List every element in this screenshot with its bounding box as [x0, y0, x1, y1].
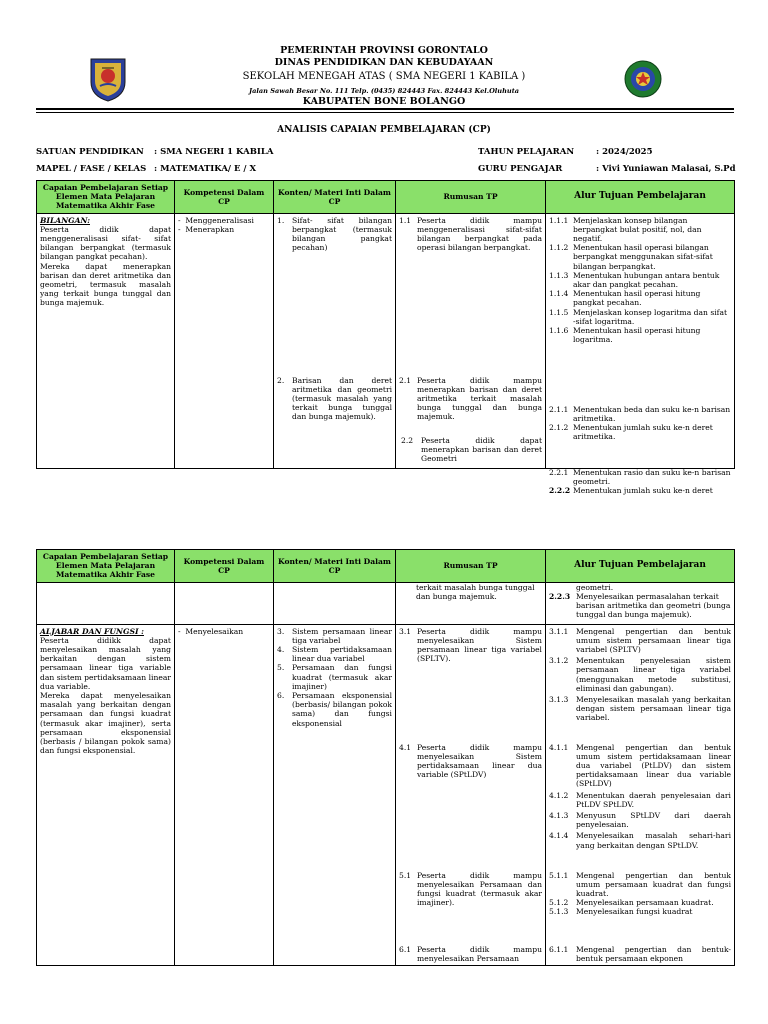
item-number: 1.1.2 — [549, 243, 569, 253]
item-text: Menentukan hasil operasi hitung pangkat pecahan. — [573, 289, 701, 308]
konten-cell — [274, 213, 396, 468]
item-text: Menyelesaikan masalah sehari-hari yang berkaitan dengan SPtLDV. — [576, 831, 731, 850]
cp-table-bilangan — [36, 180, 735, 496]
item-number: 6. — [277, 691, 285, 701]
header-school: SEKOLAH MENEGAH ATAS ( SMA NEGERI 1 KABILA ) — [242, 71, 526, 82]
item-number: 4. — [277, 645, 285, 655]
item-number: 3.1.1 — [549, 626, 569, 636]
kompetensi-cell — [175, 582, 274, 624]
item-text: Menentukan hasil operasi hitung logaritma. — [573, 326, 701, 345]
item-number: 2.1.1 — [549, 404, 569, 414]
item-number: 2. — [277, 375, 285, 385]
atp-group — [549, 405, 731, 442]
item-text: Persamaan eksponensial (berbasis/ bilangan pokok sama) dan fungsi eksponensial — [292, 691, 392, 728]
tahun-value: : 2024/2025 — [596, 147, 653, 157]
list-item — [549, 289, 731, 307]
item-number: 5.1.1 — [549, 870, 569, 880]
atp-group — [549, 743, 731, 850]
atp-cell — [546, 213, 735, 496]
list-item — [549, 656, 731, 693]
cp-paragraph: Peserta didik dapat menggeneralisasi sifat- sifat bilangan berpangkat (termasuk bilangan pangkat pecahan). — [40, 224, 171, 262]
list-item — [549, 831, 731, 849]
kompetensi-cell — [175, 624, 274, 965]
item-text: Menentukan daerah penyelesaian dari PtLDV SPtLDV. — [576, 790, 731, 809]
item-text: Mengenal pengertian dan bentuk umum sistem persamaan linear tiga variabel (SPLTV) — [576, 626, 731, 655]
list-item — [549, 592, 731, 620]
item-text: Menyusun SPtLDV dari daerah penyelesaian. — [576, 811, 731, 830]
list-item — [549, 811, 731, 829]
table-row — [37, 213, 735, 468]
atp-group — [549, 945, 731, 963]
item-text: Peserta didik mampu menyelesaikan Persamaan dan fungsi kuadrat (termasuk akar imajiner). — [417, 870, 542, 908]
item-number: 1.1.6 — [549, 326, 569, 336]
header-regency: KABUPATEN BONE BOLANGO — [302, 96, 466, 107]
list-item — [277, 627, 392, 645]
item-text: Menentukan penyelesaian sistem persamaan linear tiga variabel (menggunakan metode substitusi, eliminasi dan gabungan). — [576, 656, 731, 693]
item-number: 5. — [277, 663, 285, 673]
col-header-atp: Alur Tujuan Pembelajaran — [546, 550, 735, 583]
item-number: 5.1.3 — [549, 907, 569, 917]
item-text: Mengenal pengertian dan bentuk umum sistem pertidaksamaan linear dua variabel (PtLDV) dan sistem pertidaksamaan linear dua variable (SPtLDV) — [576, 742, 731, 789]
list-item — [549, 791, 731, 809]
col-header-cp: Capaian Pembelajaran Setiap Elemen Mata Pelajaran Matematika Akhir Fase — [37, 550, 175, 583]
list-item — [277, 376, 392, 422]
guru-value: : Vivi Yuniawan Malasai, S.Pd — [596, 164, 736, 174]
atp-cell — [546, 624, 735, 965]
item-number: 6.1 — [399, 944, 412, 954]
item-text: Peserta didik mampu menyelesaikan Persamaan — [417, 944, 542, 963]
item-text: Peserta didik mampu menyelesaikan Sistem persamaan linear tiga variabel (SPLTV). — [417, 626, 542, 664]
item-text: Menyelesaikan persamaan kuadrat. — [576, 898, 714, 908]
table-row — [37, 582, 735, 624]
list-item: - Menggeneralisasi — [178, 215, 254, 225]
list-item — [549, 271, 731, 289]
item-text: Barisan dan deret aritmetika dan geometri (termasuk masalah yang terkait bunga tunggal dan bunga majemuk). — [292, 375, 392, 422]
item-number: 1.1.5 — [549, 307, 569, 317]
item-number: 4.1 — [399, 742, 412, 752]
item-text: Menentukan jumlah suku ke-n deret aritmetika. — [573, 423, 713, 442]
header-department: DINAS PENDIDIKAN DAN KEBUDAYAAN — [274, 57, 494, 68]
item-text: Sifat- sifat bilangan berpangkat (termasuk bilangan pangkat pecahan) — [292, 215, 392, 253]
item-text: Peserta didik mampu menerapkan barisan dan deret aritmetika terkait masalah bunga tunggal dan bunga majemuk. — [417, 375, 542, 422]
tp-cell — [396, 624, 546, 965]
atp-group — [549, 627, 731, 723]
item-number: 4.1.4 — [549, 831, 569, 841]
list-item — [549, 898, 731, 907]
tp-cell — [396, 213, 546, 468]
item-text: Menentukan jumlah suku ke-n deret — [573, 486, 713, 496]
header-government: PEMERINTAH PROVINSI GORONTALO — [280, 45, 488, 56]
item-number: 4.1.3 — [549, 811, 569, 821]
cp-paragraph: Mereka dapat menerapkan barisan dan deret aritmetika dan geometri, termasuk masalah yang terkait bunga tunggal dan bunga majemuk. — [40, 261, 171, 308]
item-text: Menyelesaikan fungsi kuadrat — [576, 907, 693, 917]
cp-table-aljabar — [36, 549, 735, 966]
atp-continuation: geometri. — [576, 582, 614, 592]
col-header-konten: Konten/ Materi Inti Dalam CP — [274, 550, 396, 583]
list-item — [549, 486, 731, 495]
table-header-row — [37, 181, 735, 214]
col-header-tp: Rumusan TP — [396, 550, 546, 583]
header-address: Jalan Sawah Besar No. 111 Telp. (0435) 824443 Fax. 824443 Kel.Oluhuta — [248, 87, 520, 95]
cp-heading: ALJABAR DAN FUNGSI : — [40, 626, 144, 636]
list-item — [549, 945, 731, 963]
item-number: 1.1.1 — [549, 215, 569, 225]
list-item — [549, 871, 731, 899]
list-item — [277, 216, 392, 253]
konten-cell — [274, 624, 396, 965]
item-number: 1.1.4 — [549, 289, 569, 299]
list-item — [549, 423, 731, 441]
item-text: Mengenal pengertian dan bentuk umum persamaan kuadrat dan fungsi kuadrat. — [576, 870, 731, 899]
item-number: 2.2.2 — [549, 486, 571, 496]
item-text: Mengenal pengertian dan bentuk-bentuk persamaan ekponen — [576, 944, 731, 963]
item-text: Persamaan dan fungsi kuadrat (termasuk akar imajiner) — [292, 663, 392, 691]
list-item — [549, 243, 731, 271]
item-number: 3. — [277, 626, 285, 636]
table-header-row — [37, 550, 735, 583]
item-number: 3.1.3 — [549, 695, 569, 705]
cp-cell — [37, 213, 175, 468]
list-item — [277, 645, 392, 663]
item-text: Menjelaskan konsep bilangan berpangkat bulat positif, nol, dan negatif. — [573, 215, 702, 244]
item-text: Peserta didik mampu menyelesaikan Sistem pertidaksamaan linear dua variable (SPtLDV) — [417, 742, 542, 780]
atp-group — [549, 871, 731, 917]
tp-cell — [396, 582, 546, 624]
item-number: 3.1 — [399, 626, 412, 636]
guru-label: GURU PENGAJAR — [478, 164, 563, 174]
item-text: Menentukan rasio dan suku ke-n barisan geometri. — [573, 467, 731, 486]
item-number: 3.1.2 — [549, 656, 569, 666]
cp-cell — [37, 624, 175, 965]
item-number: 2.1.2 — [549, 423, 569, 433]
item-number: 4.1.2 — [549, 790, 569, 800]
item-text: Menyelesaikan permasalahan terkait barisan aritmetika dan geometri (bunga tunggal dan bunga majemuk). — [576, 591, 731, 620]
atp-group — [549, 216, 731, 345]
mapel-value: : MATEMATIKA/ E / X — [154, 164, 257, 174]
item-text: Menjelaskan konsep logaritma dan sifat -sifat logaritma. — [573, 307, 728, 326]
list-item: - Menyelesaikan — [178, 626, 244, 636]
item-number: 2.2.1 — [549, 467, 569, 477]
item-number: 2.2 — [401, 435, 414, 445]
table-row — [37, 624, 735, 965]
col-header-kompetensi: Kompetensi Dalam CP — [175, 181, 274, 214]
col-header-kompetensi: Kompetensi Dalam CP — [175, 550, 274, 583]
tahun-label: TAHUN PELAJARAN — [478, 147, 575, 157]
list-item — [277, 691, 392, 728]
satuan-value: : SMA NEGERI 1 KABILA — [154, 147, 274, 157]
item-number: 5.1.2 — [549, 898, 569, 908]
konten-cell — [274, 582, 396, 624]
mapel-label: MAPEL / FASE / KELAS — [36, 164, 147, 174]
list-item — [399, 871, 542, 908]
list-item — [549, 907, 731, 916]
item-number: 2.1 — [399, 375, 412, 385]
item-text: Sistem persamaan linear tiga variabel — [292, 626, 392, 645]
item-text: Sistem pertidaksamaan linear dua variabel — [292, 645, 392, 664]
item-number: 4.1.1 — [549, 742, 569, 752]
item-number: 1. — [277, 215, 285, 225]
document-title: ANALISIS CAPAIAN PEMBELAJARAN (CP) — [277, 125, 491, 135]
list-item — [399, 436, 542, 464]
list-item — [399, 627, 542, 664]
col-header-cp: Capaian Pembelajaran Setiap Elemen Mata Pelajaran Matematika Akhir Fase — [37, 181, 175, 214]
list-item — [549, 326, 731, 344]
item-number: 6.1.1 — [549, 944, 569, 954]
list-item — [399, 216, 542, 253]
cp-paragraph: Peserta didikk dapat menyelesaikan masalah yang berkaitan dengan sistem persamaan linear tiga variable dan sistem pertidaksamaan linear dua variable. — [40, 635, 171, 691]
header-rule-thin — [36, 112, 734, 113]
list-item — [399, 945, 542, 963]
tp-continuation: terkait masalah bunga tunggal dan bunga majemuk. — [416, 582, 535, 601]
list-item: - Menerapkan — [178, 224, 235, 234]
cp-heading: BILANGAN: — [40, 215, 90, 225]
kompetensi-text: Menerapkan — [185, 224, 235, 234]
item-text: Menentukan hubungan antara bentuk akar dan pangkat pecahan. — [573, 270, 720, 290]
list-item — [549, 308, 731, 326]
list-item — [399, 743, 542, 780]
list-item — [549, 468, 731, 486]
kompetensi-text: Menggeneralisasi — [185, 215, 254, 225]
list-item — [399, 376, 542, 422]
col-header-atp: Alur Tujuan Pembelajaran — [546, 181, 735, 214]
cp-paragraph: Mereka dapat menyelesaikan masalah yang berkaitan dengan persamaan dan fungsi kuadrat (termasuk akar imajiner), serta persamaan eksponensial (berbasis / bilangan pokok sama) dan fungsi eksponensial. — [40, 691, 171, 756]
item-number: 5.1 — [399, 870, 412, 880]
col-header-tp: Rumusan TP — [396, 181, 546, 214]
item-number: 2.2.3 — [549, 591, 571, 601]
atp-cell — [546, 582, 735, 624]
item-text: Menentukan beda dan suku ke-n barisan aritmetika. — [573, 404, 731, 423]
item-text: Peserta didik dapat menerapkan barisan dan deret Geometri — [421, 435, 542, 464]
list-item — [549, 216, 731, 244]
header-rule-thick — [36, 108, 734, 110]
item-number: 1.1.3 — [549, 270, 569, 280]
kompetensi-cell — [175, 213, 274, 468]
cp-cell — [37, 582, 175, 624]
col-header-konten: Konten/ Materi Inti Dalam CP — [274, 181, 396, 214]
list-item — [549, 695, 731, 723]
atp-group — [549, 468, 731, 496]
satuan-label: SATUAN PENDIDIKAN — [36, 147, 144, 157]
item-text: Menentukan hasil operasi bilangan berpangkat menggunakan sifat-sifat bilangan berpangkat. — [573, 243, 713, 271]
kompetensi-text: Menyelesaikan — [185, 626, 244, 636]
list-item — [549, 405, 731, 423]
item-text: Menyelesaikan masalah yang berkaitan dengan sistem persamaan linear tiga variabel. — [576, 695, 731, 723]
item-text: Peserta didik mampu menggeneralisasi sifat-sifat bilangan berpangkat pada operasi bilangan berpangkat. — [417, 215, 542, 253]
list-item — [549, 627, 731, 655]
list-item — [277, 663, 392, 691]
item-number: 1.1 — [399, 215, 412, 225]
list-item — [549, 743, 731, 789]
